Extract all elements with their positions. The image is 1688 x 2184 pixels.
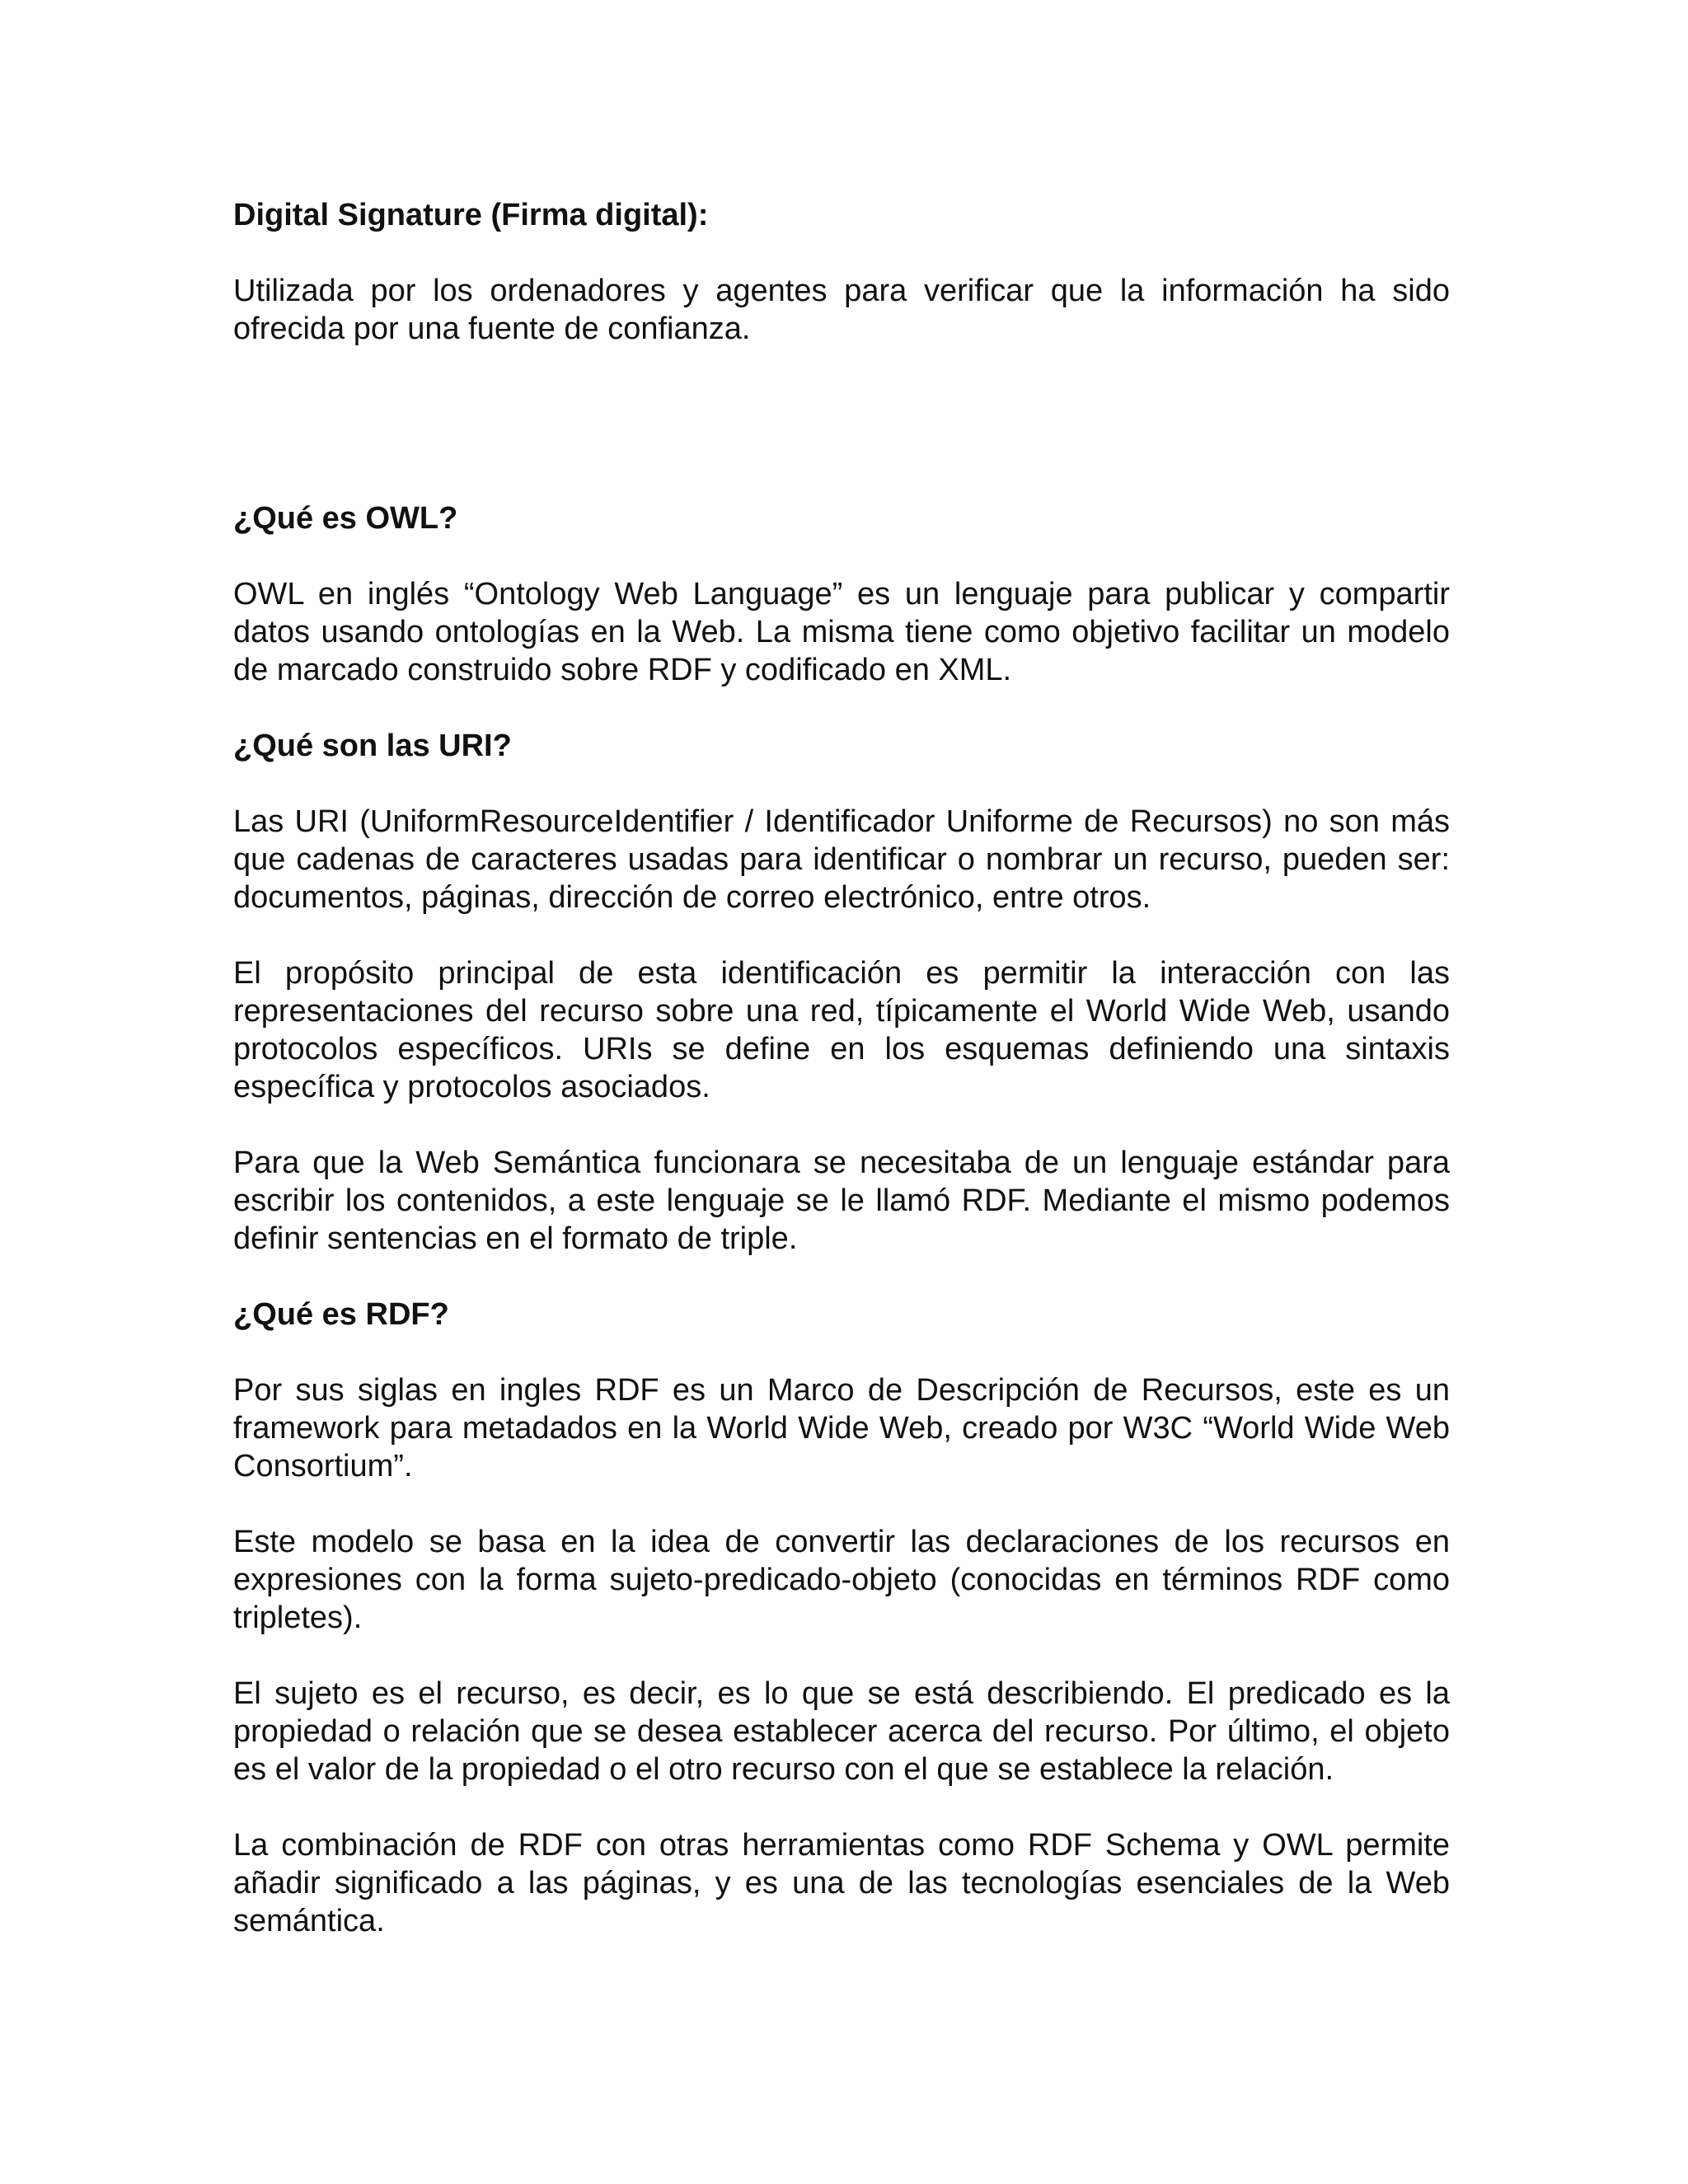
paragraph-rdf-4: La combinación de RDF con otras herramientas como RDF Schema y OWL permite añadir significado a las páginas, y es una de las tecnologías esenciales de la Web semántica. <box>233 1828 1450 1938</box>
paragraph-owl: OWL en inglés “Ontology Web Language” es un lenguaje para publicar y compartir datos usando ontologías en la Web. La misma tiene como objetivo facilitar un modelo de marcado construido sobre RDF y codificado en XML. <box>233 577 1450 687</box>
paragraph-rdf-2: Este modelo se basa en la idea de convertir las declaraciones de los recursos en expresiones con la forma sujeto-predicado-objeto (conocidas en términos RDF como tripletes). <box>233 1525 1450 1635</box>
paragraph-digital-signature: Utilizada por los ordenadores y agentes para verificar que la información ha sido ofrecida por una fuente de confianza. <box>233 274 1450 346</box>
document-body <box>233 196 1450 1940</box>
paragraph-uri-1: Las URI (UniformResourceIdentifier / Identificador Uniforme de Recursos) no son más que cadenas de caracteres usadas para identificar o nombrar un recurso, pueden ser: documentos, páginas, dirección de correo electrónico, entre otros. <box>233 804 1450 915</box>
section-heading-rdf: ¿Qué es RDF? <box>233 1297 449 1332</box>
paragraph-rdf-1: Por sus siglas en ingles RDF es un Marco de Descripción de Recursos, este es un framework para metadados en la World Wide Web, creado por W3C “World Wide Web Consortium”. <box>233 1373 1450 1483</box>
section-heading-owl: ¿Qué es OWL? <box>233 501 458 536</box>
paragraph-uri-2: El propósito principal de esta identificación es permitir la interacción con las representaciones del recurso sobre una red, típicamente el World Wide Web, usando protocolos específicos. URIs se define en los esquemas definiendo una sintaxis específica y protocolos asociados. <box>233 956 1450 1104</box>
paragraph-uri-3: Para que la Web Semántica funcionara se necesitaba de un lenguaje estándar para escribir los contenidos, a este lenguaje se le llamó RDF. Mediante el mismo podemos definir sentencias en el formato de triple. <box>233 1146 1450 1256</box>
paragraph-rdf-3: El sujeto es el recurso, es decir, es lo que se está describiendo. El predicado es la propiedad o relación que se desea establecer acerca del recurso. Por último, el objeto es el valor de la propiedad o el otro recurso con el que se establece la relación. <box>233 1676 1450 1787</box>
section-heading-uri: ¿Qué son las URI? <box>233 729 512 763</box>
section-heading-digital-signature: Digital Signature (Firma digital): <box>233 198 709 232</box>
